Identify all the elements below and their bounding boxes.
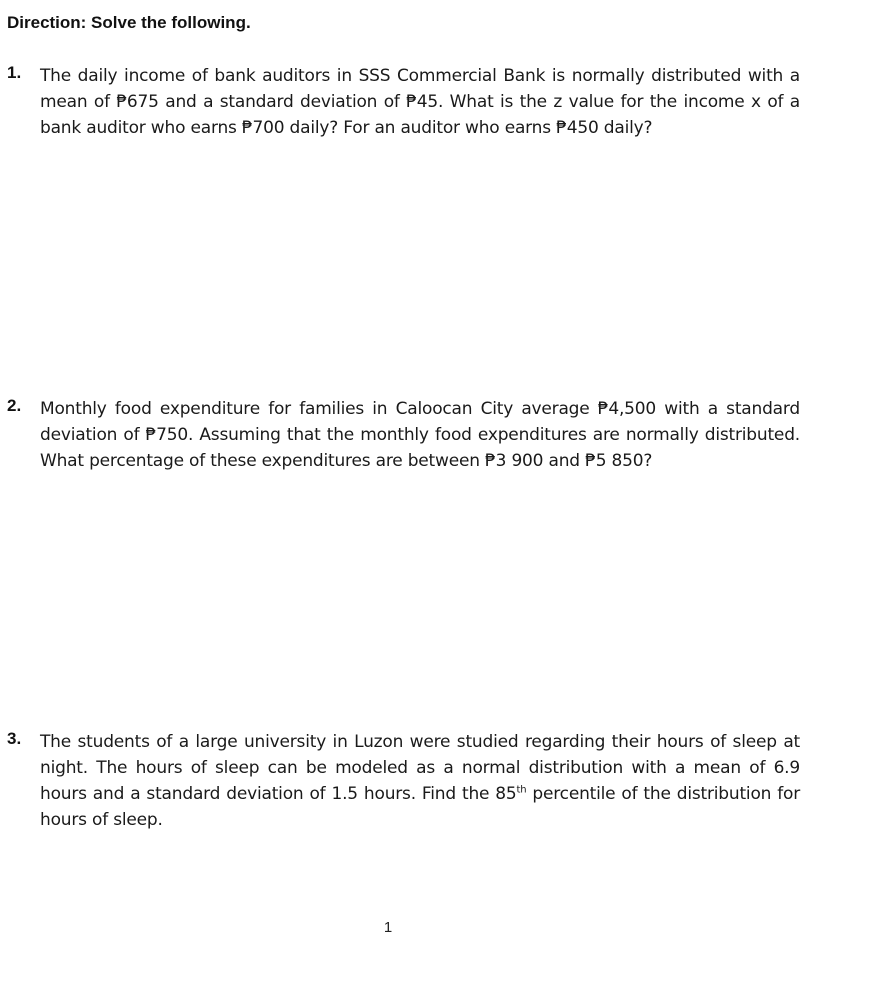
question-text: Monthly food expenditure for families in Caloocan City average ₱4,500 with a standard deviation of ₱750. Assuming that the monthly food expenditures are normally distributed. What percentage of these expenditures are between ₱3 900 and ₱5 850? — [40, 399, 800, 471]
question-number: 1. — [7, 63, 22, 82]
question-number: 3. — [7, 729, 22, 748]
ordinal-suffix: th — [516, 784, 527, 796]
question-number: 2. — [7, 396, 22, 415]
question-text: The daily income of bank auditors in SSS Commercial Bank is normally distributed with a mean of ₱675 and a standard deviation of ₱45. What is the z value for the income x of a bank auditor who earns ₱700 daily? For an auditor who earns ₱450 daily? — [40, 66, 800, 138]
question-text-part: percentile of the distribution for hours of sleep. — [40, 784, 801, 830]
question-text — [40, 729, 800, 833]
direction-heading: Direction: Solve the following. — [7, 13, 251, 32]
question-text-part: The students of a large university in Luzon were studied regarding their hours of sleep at night. The hours of sleep can be modeled as a normal distribution with a mean of 6.9 hours and a standard deviation of 1.5 hours. Find the 85 — [40, 732, 800, 804]
page-number: 1 — [383, 919, 393, 936]
